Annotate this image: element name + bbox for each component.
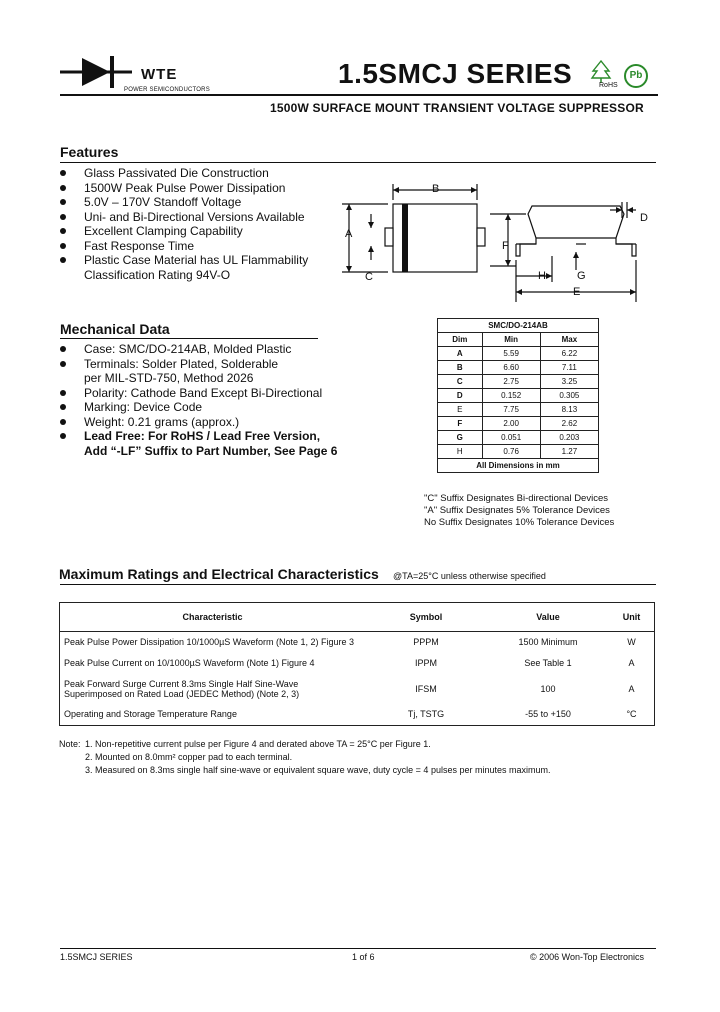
note-item: 2. Mounted on 8.0mm² copper pad to each terminal. (85, 752, 293, 762)
dim-label-a: A (345, 228, 353, 240)
ratings-rule (60, 584, 656, 585)
col-header: Unit (609, 603, 655, 632)
col-header: Value (487, 603, 609, 632)
features-rule (60, 162, 656, 163)
table-row: B 6.60 7.11 (438, 361, 599, 375)
features-heading: Features (60, 144, 119, 160)
table-row: Peak Pulse Power Dissipation 10/1000µS Waveform (Note 1, 2) Figure 3 PPPM 1500 Minimum W (64, 637, 636, 648)
table-row: Peak Forward Surge Current 8.3ms Single Half Sine-Wave Superimposed on Rated Load (JEDEC Method) (Note 2, 3) IFSM 100 A (64, 678, 635, 699)
list-item: Uni- and Bi-Directional Versions Available (60, 210, 380, 225)
list-item: Polarity: Cathode Band Except Bi-Directional (60, 386, 400, 401)
table-row: E 7.75 8.13 (438, 403, 599, 417)
list-item: Lead Free: For RoHS / Lead Free Version, (60, 429, 400, 444)
lead-free-badge (624, 64, 648, 88)
dim-col-header: Max (540, 333, 598, 347)
suffix-notes (424, 493, 614, 529)
dimension-table (437, 318, 599, 473)
list-item: Fast Response Time (60, 239, 380, 254)
dim-label-c: C (365, 271, 373, 283)
list-item: 5.0V – 170V Standoff Voltage (60, 195, 380, 210)
rohs-tree-icon (590, 60, 612, 84)
list-item: Glass Passivated Die Construction (60, 166, 380, 181)
table-row: G 0.051 0.203 (438, 431, 599, 445)
package-outline-diagram (330, 178, 640, 302)
list-item: Classification Rating 94V-O (84, 267, 231, 282)
copyright: © 2006 Won-Top Electronics (530, 952, 645, 962)
col-header: Symbol (365, 603, 487, 632)
notes (59, 738, 550, 777)
footer-series: 1.5SMCJ SERIES (60, 952, 133, 962)
dim-label-b: B (432, 183, 440, 195)
list-item: Terminals: Solder Plated, Solderable (60, 357, 400, 372)
page-title: 1.5SMCJ SERIES (338, 58, 573, 89)
diode-logo-icon (58, 52, 134, 90)
table-row: H 0.76 1.27 (438, 445, 599, 459)
mechanical-rule (60, 338, 318, 339)
list-item: 1500W Peak Pulse Power Dissipation (60, 181, 380, 196)
table-row: C 2.75 3.25 (438, 375, 599, 389)
dim-col-header: Dim (438, 333, 483, 347)
dim-table-title: SMC/DO-214AB (438, 319, 599, 333)
dim-table-footer: All Dimensions in mm (438, 459, 599, 473)
ratings-table (59, 602, 655, 726)
suffix-note: "A" Suffix Designates 5% Tolerance Devices (424, 505, 610, 516)
suffix-note: No Suffix Designates 10% Tolerance Devices (424, 517, 615, 528)
col-header: Characteristic (60, 603, 366, 632)
dim-label-f: F (502, 240, 509, 252)
list-item: Add “-LF” Suffix to Part Number, See Page 6 (84, 443, 338, 458)
suffix-note: "C" Suffix Designates Bi-directional Devices (424, 493, 608, 504)
table-row: F 2.00 2.62 (438, 417, 599, 431)
logo-text: WTE (141, 66, 178, 83)
note-item: 3. Measured on 8.3ms single half sine-wave or equivalent square wave, duty cycle = 4 pulses per minutes maximum. (85, 765, 551, 775)
dim-label-h: H (538, 270, 546, 282)
pb-label: Pb (629, 70, 643, 81)
side-view (490, 202, 636, 302)
list-item: Marking: Device Code (60, 400, 400, 415)
mechanical-heading: Mechanical Data (60, 321, 170, 337)
header-rule (60, 94, 658, 96)
dim-col-header: Min (482, 333, 540, 347)
ratings-condition: @TA=25°C unless otherwise specified (393, 571, 546, 581)
page-number: 1 of 6 (352, 952, 375, 962)
table-row: Peak Pulse Current on 10/1000µS Waveform (Note 1) Figure 4 IPPM See Table 1 A (64, 658, 635, 668)
ratings-heading: Maximum Ratings and Electrical Characteristics (59, 566, 379, 582)
list-item: per MIL-STD-750, Method 2026 (84, 371, 254, 385)
notes-label: Note: (59, 739, 81, 749)
list-item: Weight: 0.21 grams (approx.) (60, 415, 400, 430)
page-subtitle: 1500W SURFACE MOUNT TRANSIENT VOLTAGE SUPPRESSOR (270, 101, 644, 115)
logo-subtitle: POWER SEMICONDUCTORS (124, 87, 210, 93)
mechanical-list (60, 342, 400, 458)
list-item: Excellent Clamping Capability (60, 224, 380, 239)
list-item: Plastic Case Material has UL Flammability (60, 253, 380, 268)
dim-label-d: D (640, 212, 648, 224)
dim-label-g: G (577, 270, 586, 282)
footer-rule (60, 948, 656, 949)
table-row: A 5.59 6.22 (438, 347, 599, 361)
dim-label-e: E (573, 286, 581, 298)
top-view (342, 184, 485, 272)
table-row: Operating and Storage Temperature Range Tj, TSTG -55 to +150 °C (64, 709, 637, 720)
rohs-label: RoHS (599, 82, 618, 89)
note-item: 1. Non-repetitive current pulse per Figure 4 and derated above TA = 25°C per Figure 1. (85, 739, 431, 749)
table-row: D 0.152 0.305 (438, 389, 599, 403)
list-item: Case: SMC/DO-214AB, Molded Plastic (60, 342, 400, 357)
